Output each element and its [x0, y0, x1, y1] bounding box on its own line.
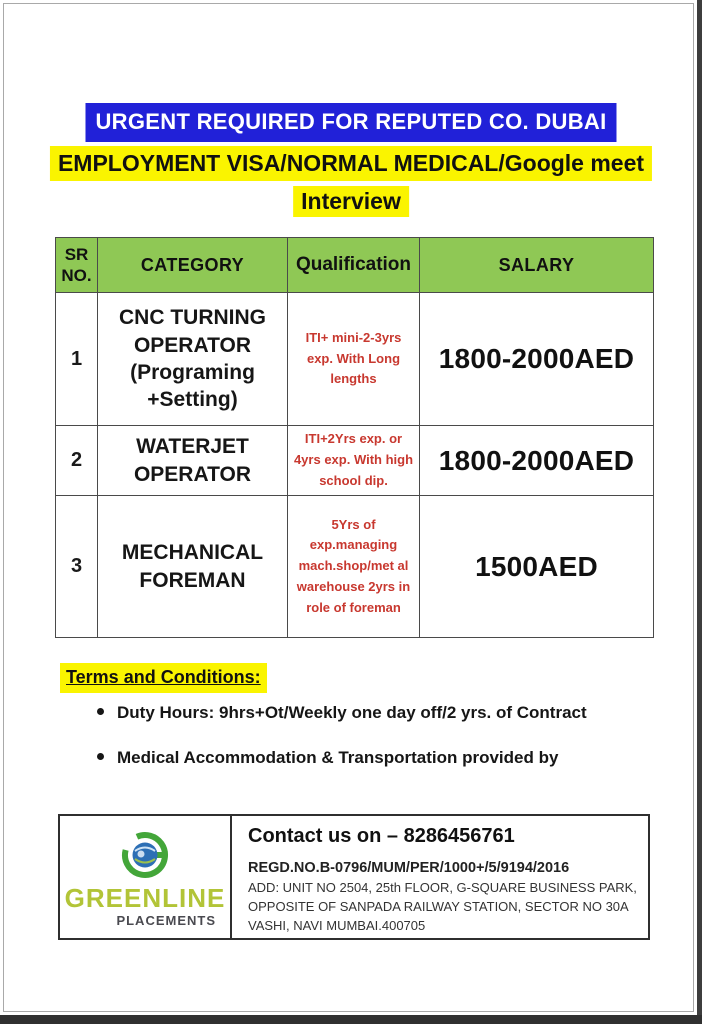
contact-phone: Contact us on – 8286456761 [248, 825, 515, 847]
contact-details [232, 816, 648, 938]
scan-edge-right [697, 0, 702, 1024]
company-logo [60, 816, 232, 938]
qualification-cell: 5Yrs of exp.managing mach.shop/met al warehouse 2yrs in role of foreman [288, 496, 420, 638]
sr-no-cell: 1 [56, 293, 98, 426]
globe-icon [119, 829, 171, 881]
column-header-salary: SALARY [420, 238, 654, 293]
category-cell: CNC TURNING OPERATOR (Programing +Setting) [98, 293, 288, 426]
subtitle-line2: Interview [293, 186, 409, 217]
office-address: ADD: UNIT NO 2504, 25th FLOOR, G-SQUARE BUSINESS PARK, OPPOSITE OF SANPADA RAILWAY STATION, SECTOR NO 30A VASHI, NAVI MUMBAI.400705 [248, 880, 637, 933]
category-cell: WATERJET OPERATOR [98, 426, 288, 496]
column-header-category: CATEGORY [98, 238, 288, 293]
terms-list [95, 703, 655, 793]
logo-division-name: PLACEMENTS [116, 912, 216, 928]
table-row [56, 426, 654, 496]
registration-number: REGD.NO.B-0796/MUM/PER/1000+/5/9194/2016 [248, 860, 570, 876]
term-text: Medical Accommodation & Transportation provided by [117, 748, 559, 767]
salary-cell: 1800-2000AED [420, 293, 654, 426]
term-text: Duty Hours: 9hrs+Ot/Weekly one day off/2 yrs. of Contract [117, 703, 587, 722]
terms-heading: Terms and Conditions: [60, 663, 267, 693]
qualification-cell: ITI+ mini-2-3yrs exp. With Long lengths [288, 293, 420, 426]
qualification-cell: ITI+2Yrs exp. or 4yrs exp. With high school dip. [288, 426, 420, 496]
sr-no-cell: 3 [56, 496, 98, 638]
table-row [56, 496, 654, 638]
jobs-table [55, 237, 654, 638]
contact-card [58, 814, 650, 940]
list-item [95, 703, 655, 723]
column-header-sr-no: SR NO. [56, 238, 98, 293]
bullet-icon [97, 753, 104, 760]
salary-cell: 1500AED [420, 496, 654, 638]
bullet-icon [97, 708, 104, 715]
category-cell: MECHANICAL FOREMAN [98, 496, 288, 638]
salary-cell: 1800-2000AED [420, 426, 654, 496]
list-item [95, 748, 655, 768]
table-row [56, 293, 654, 426]
scan-edge-bottom [0, 1015, 702, 1024]
column-header-qualification: Qualification [288, 238, 420, 293]
main-headline: URGENT REQUIRED FOR REPUTED CO. DUBAI [85, 103, 616, 142]
sr-no-cell: 2 [56, 426, 98, 496]
table-header-row [56, 238, 654, 293]
subtitle-line1: EMPLOYMENT VISA/NORMAL MEDICAL/Google meet [50, 146, 652, 181]
logo-company-name: GREENLINE [64, 882, 226, 913]
